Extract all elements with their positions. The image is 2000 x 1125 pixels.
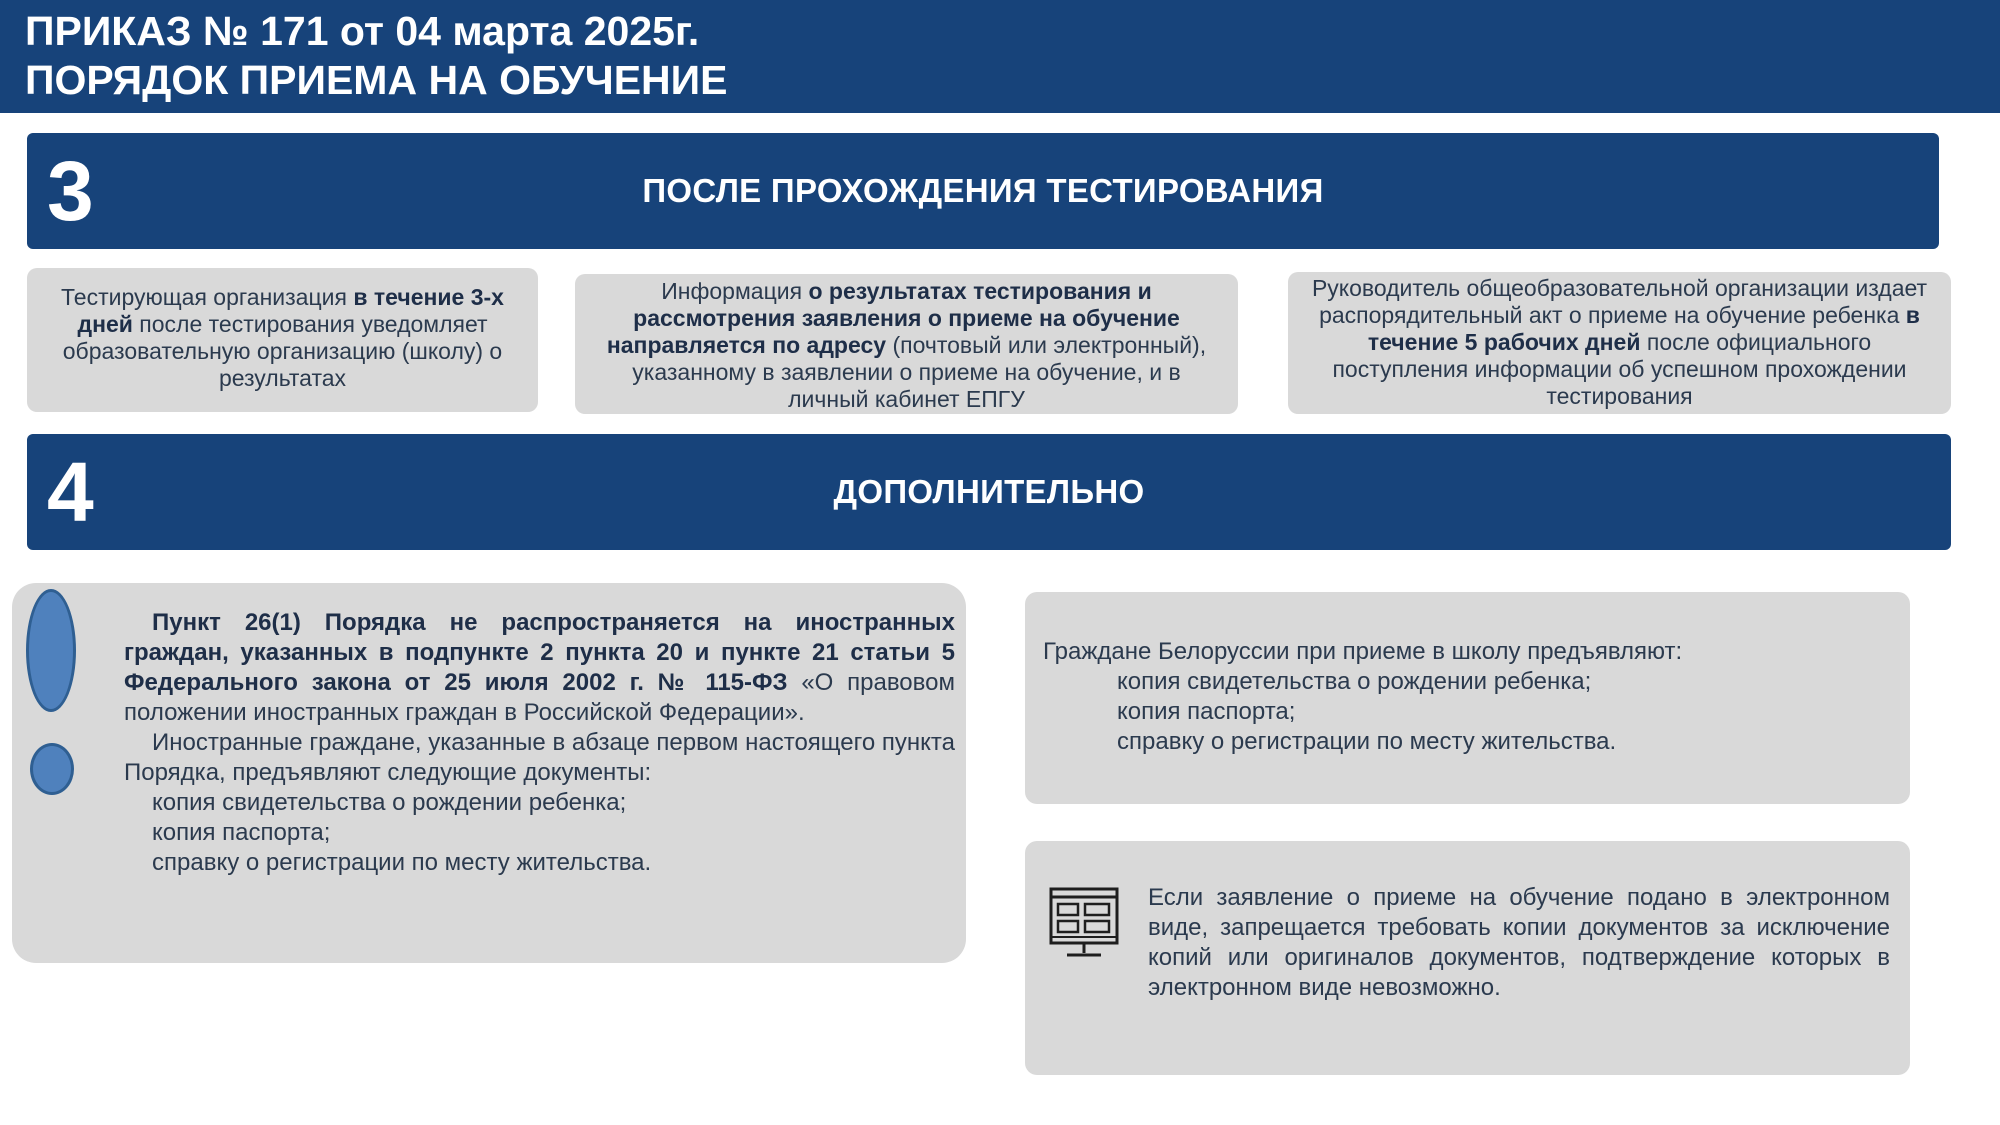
decorative-oval-large — [26, 589, 76, 712]
foreign-citizens-text: Пункт 26(1) Порядка не распространяется на иностранных граждан, указанных в подпункте 2 пункта 20 и пункте 21 статьи 5 Федерального закона от 25 июля 2002 г. № 115-ФЗ «О правовом положении иностранных граждан в Российской Федерации». Иностранные граждане, указанные в абзаце первом настоящего пункта Порядка, предъявляют следующие документы: копия свидетельства о рождении ребенка; копия паспорта; справку о регистрации по месту жительства. — [124, 609, 955, 876]
list-item: копия паспорта; — [1117, 698, 1296, 725]
list-item: копия паспорта; — [152, 819, 331, 846]
director-act-card — [1288, 272, 1951, 414]
results-info-text: Информация о результатах тестирования и рассмотрения заявления о приеме на обучение направляется по адресу (почтовый или электронный), указанному в заявлении о приеме на обучение, и в личный кабинет ЕПГУ — [606, 278, 1207, 412]
foreign-citizens-card — [12, 583, 966, 963]
computer-monitor-icon — [1049, 887, 1119, 959]
testing-org-text: Тестирующая организация в течение 3-х дней после тестирования уведомляет образовательную организацию (школу) о результатах — [61, 284, 504, 391]
results-sent-bold: о результатах тестирования и рассмотрения заявления о приеме на обучение направляется по адресу — [606, 278, 1180, 358]
order-title: ПРИКАЗ № 171 от 04 марта 2025г. — [25, 8, 700, 54]
director-act-text: Руководитель общеобразовательной организации издает распорядительный акт о приеме на обучение ребенка в течение 5 рабочих дней после официального поступления информации об успешном прохождении тестирования — [1311, 275, 1928, 409]
section-4-number: 4 — [47, 445, 94, 539]
electronic-application-text: Если заявление о приеме на обучение подано в электронном виде, запрещается требовать копии документов за исключение копий или оригиналов документов, подтверждение которых в электронном виде невозможно. — [1148, 884, 1890, 1001]
decorative-oval-small — [30, 743, 74, 795]
section-3-number: 3 — [47, 144, 94, 238]
electronic-application-card — [1025, 841, 1910, 1075]
belarus-intro: Граждане Белоруссии при приеме в школу предъявляют: — [1043, 638, 1683, 665]
section-3-title: ПОСЛЕ ПРОХОЖДЕНИЯ ТЕСТИРОВАНИЯ — [642, 172, 1324, 209]
list-item: копия свидетельства о рождении ребенка; — [152, 789, 627, 816]
section-3-band — [27, 133, 1939, 249]
paragraph-26-bold: Пункт 26(1) Порядка не распространяется на иностранных граждан, указанных в подпункте 2 пункта 20 и пункте 21 статьи 5 Федерального закона от 25 июля 2002 г. № 115-ФЗ — [124, 609, 955, 696]
belarus-citizens-text — [1043, 637, 1682, 757]
testing-org-card — [27, 268, 538, 412]
belarus-citizens-card — [1025, 592, 1910, 804]
list-item: копия свидетельства о рождении ребенка; — [1117, 668, 1592, 695]
section-4-band — [27, 434, 1951, 550]
results-info-card — [575, 274, 1238, 414]
list-item: справку о регистрации по месту жительства. — [1117, 728, 1617, 755]
foreign-docs-intro: Иностранные граждане, указанные в абзаце первом настоящего пункта Порядка, предъявляют следующие документы: — [124, 729, 955, 786]
header-bar — [0, 0, 2000, 113]
list-item: справку о регистрации по месту жительства. — [152, 849, 652, 876]
deadline-3-days: в течение 3-х дней — [77, 284, 504, 337]
order-subtitle: ПОРЯДОК ПРИЕМА НА ОБУЧЕНИЕ — [25, 57, 728, 103]
deadline-5-days: в течение 5 рабочих дней — [1367, 302, 1920, 355]
section-4-title: ДОПОЛНИТЕЛЬНО — [833, 473, 1145, 510]
